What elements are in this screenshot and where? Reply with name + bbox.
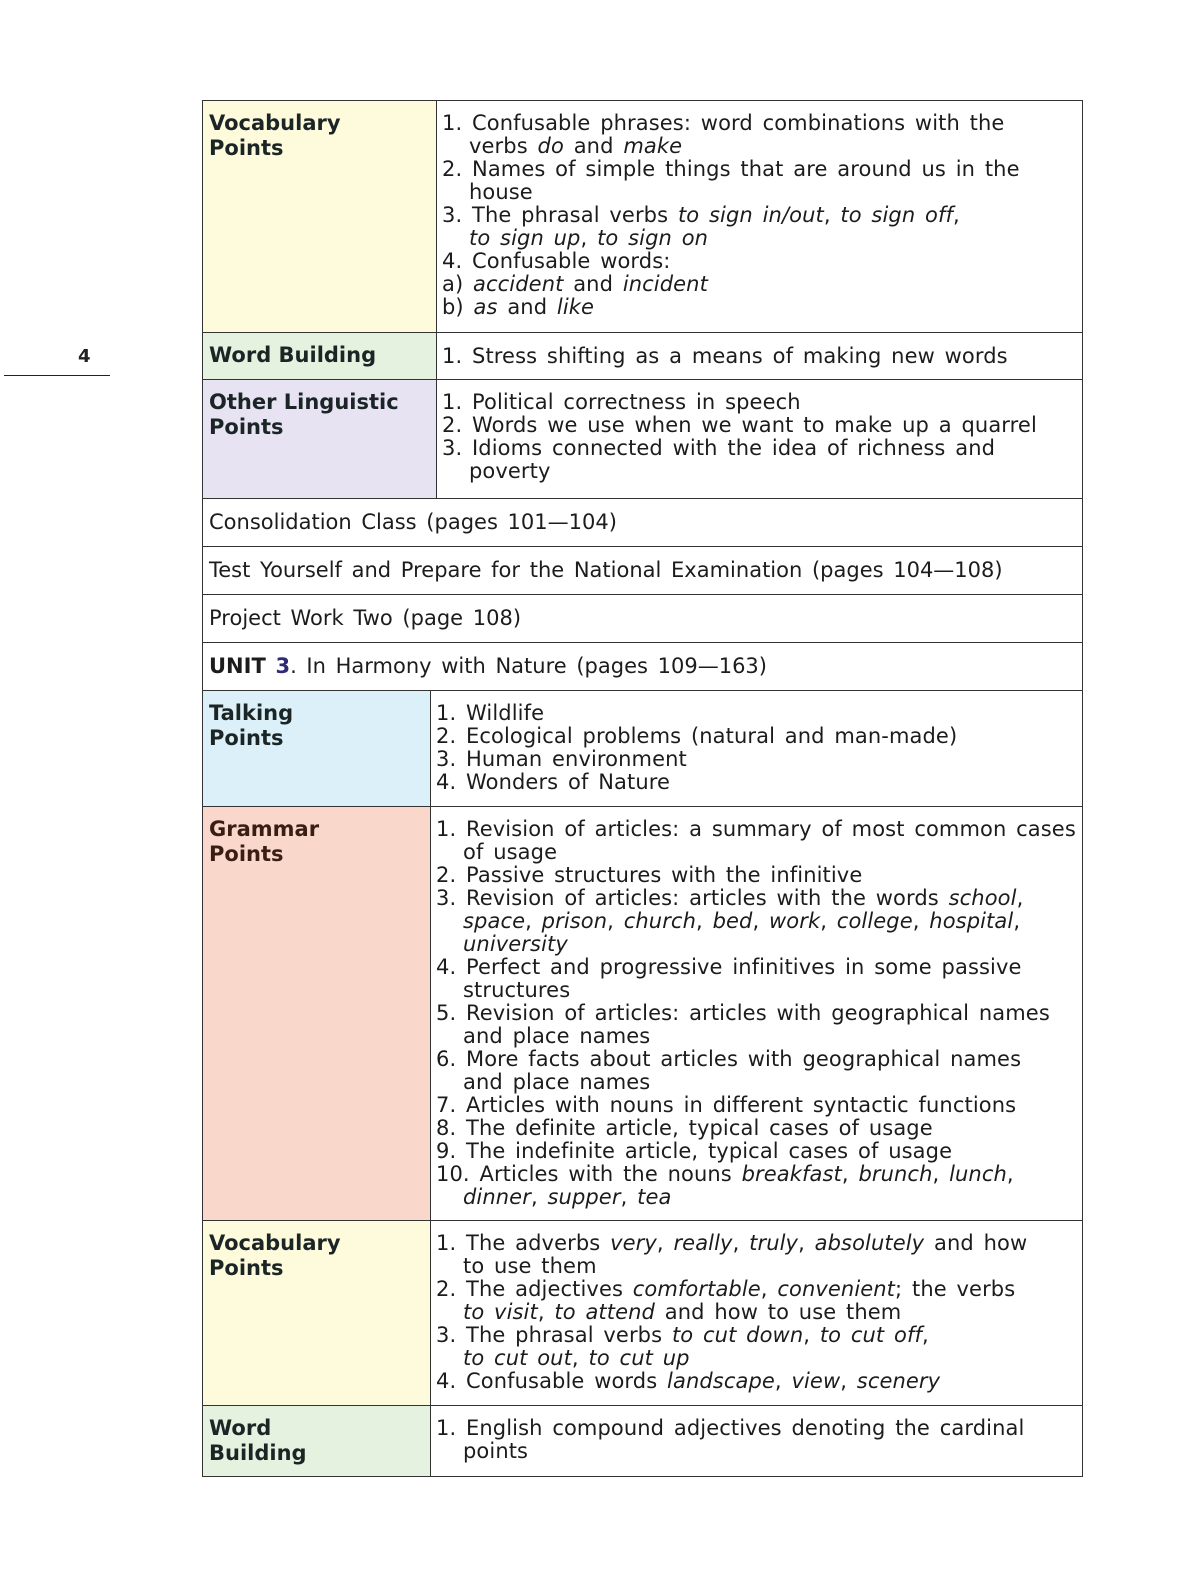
unit-title: . In Harmony with Nature (pages 109—163) xyxy=(290,654,767,678)
list-item: space, prison, church, bed, work, college, hospital, xyxy=(463,909,1021,933)
list-item: 7. Articles with nouns in different syntactic functions xyxy=(436,1093,1017,1117)
list-item: verbs do and make xyxy=(469,134,683,158)
list-item: 3. Idioms connected with the idea of richness and xyxy=(442,436,996,460)
list-item: poverty xyxy=(469,459,551,483)
consolidation-row xyxy=(203,498,1082,546)
unit-heading xyxy=(203,643,773,690)
vocabulary-points-row-unit3 xyxy=(203,1220,1082,1405)
unit-prefix: UNIT xyxy=(209,654,266,678)
list-item: 2. Ecological problems (natural and man-made) xyxy=(436,724,958,748)
vocabulary-points-label xyxy=(203,101,437,332)
other-linguistic-points-label xyxy=(203,380,437,498)
other-linguistic-points-content xyxy=(437,380,1082,498)
list-item: to cut out, to cut up xyxy=(463,1346,690,1370)
label-line: Points xyxy=(209,1256,284,1280)
list-item: to sign up, to sign on xyxy=(469,226,709,250)
list-item: 2. Names of simple things that are around us in the xyxy=(442,157,1020,181)
list-item: and place names xyxy=(463,1070,651,1094)
label-line: Vocabulary xyxy=(209,1231,341,1255)
project-work: Project Work Two (page 108) xyxy=(209,606,522,630)
unit-number: 3 xyxy=(275,654,291,678)
grammar-points-content xyxy=(431,807,1082,1220)
talking-points-label xyxy=(203,691,431,806)
page-number-rule xyxy=(4,375,110,376)
vocabulary-points-label xyxy=(203,1221,431,1405)
list-item: 3. Human environment xyxy=(436,747,687,771)
list-item: 6. More facts about articles with geographical names xyxy=(436,1047,1022,1071)
word-building-label xyxy=(203,1406,431,1476)
project-work-row xyxy=(203,594,1082,642)
label-line: Points xyxy=(209,842,284,866)
talking-points-row xyxy=(203,690,1082,806)
list-item: and place names xyxy=(463,1024,651,1048)
list-item: 4. Confusable words: xyxy=(442,249,671,273)
list-item: dinner, supper, tea xyxy=(463,1185,672,1209)
list-item: 3. The phrasal verbs to sign in/out, to sign off, xyxy=(442,203,960,227)
list-item: 1. Revision of articles: a summary of most common cases xyxy=(436,817,1076,841)
label-line: Building xyxy=(209,1441,307,1465)
page-number: 4 xyxy=(78,346,91,367)
list-item: 3. The phrasal verbs to cut down, to cut off, xyxy=(436,1323,929,1347)
label-line: Points xyxy=(209,136,284,160)
list-item: of usage xyxy=(463,840,558,864)
word-building-content xyxy=(431,1406,1082,1476)
list-item: 2. Passive structures with the infinitive xyxy=(436,863,863,887)
test-yourself-row xyxy=(203,546,1082,594)
word-building-row xyxy=(203,332,1082,379)
label-line: Word xyxy=(209,1416,272,1440)
label-line: Vocabulary xyxy=(209,111,341,135)
talking-points-content xyxy=(431,691,1082,806)
word-building-row-unit3 xyxy=(203,1405,1082,1476)
list-item: 1. Wildlife xyxy=(436,701,545,725)
list-item: structures xyxy=(463,978,571,1002)
vocabulary-points-content xyxy=(437,101,1082,332)
list-item: house xyxy=(469,180,533,204)
list-item: 1. Confusable phrases: word combinations with the xyxy=(442,111,1005,135)
list-item: 9. The indefinite article, typical cases of usage xyxy=(436,1139,953,1163)
list-item: 2. Words we use when we want to make up a quarrel xyxy=(442,413,1037,437)
other-linguistic-points-row xyxy=(203,379,1082,498)
label-line: Talking xyxy=(209,701,294,725)
label-line: Grammar xyxy=(209,817,320,841)
label-line: Points xyxy=(209,726,284,750)
list-item: 1. The adverbs very, really, truly, absolutely and how xyxy=(436,1231,1028,1255)
list-item: 8. The definite article, typical cases of usage xyxy=(436,1116,933,1140)
word-building-content xyxy=(437,333,1082,379)
list-item: 1. Stress shifting as a means of making new words xyxy=(442,344,1008,368)
list-item: points xyxy=(463,1439,529,1463)
list-item: 4. Perfect and progressive infinitives in some passive xyxy=(436,955,1022,979)
grammar-points-row xyxy=(203,806,1082,1220)
syllabus-table xyxy=(202,100,1083,1477)
list-item: 3. Revision of articles: articles with the words school, xyxy=(436,886,1024,910)
list-item: 4. Confusable words landscape, view, scenery xyxy=(436,1369,941,1393)
label-line: Points xyxy=(209,415,284,439)
grammar-points-label xyxy=(203,807,431,1220)
list-item: to use them xyxy=(463,1254,597,1278)
list-item: b) as and like xyxy=(442,295,595,319)
list-item: to visit, to attend and how to use them xyxy=(463,1300,902,1324)
unit-heading-row xyxy=(203,642,1082,690)
list-item: university xyxy=(463,932,568,956)
test-yourself: Test Yourself and Prepare for the National Examination (pages 104—108) xyxy=(209,558,1003,582)
consolidation-class: Consolidation Class (pages 101—104) xyxy=(209,510,617,534)
list-item: 5. Revision of articles: articles with geographical names xyxy=(436,1001,1050,1025)
list-item: a) accident and incident xyxy=(442,272,708,296)
vocabulary-points-row xyxy=(203,101,1082,332)
vocabulary-points-content xyxy=(431,1221,1082,1405)
list-item: 1. Political correctness in speech xyxy=(442,390,801,414)
list-item: 1. English compound adjectives denoting the cardinal xyxy=(436,1416,1025,1440)
word-building-label: Word Building xyxy=(203,333,437,379)
list-item: 2. The adjectives comfortable, convenient; the verbs xyxy=(436,1277,1016,1301)
label-line: Other Linguistic xyxy=(209,390,399,414)
list-item: 10. Articles with the nouns breakfast, brunch, lunch, xyxy=(436,1162,1014,1186)
list-item: 4. Wonders of Nature xyxy=(436,770,671,794)
